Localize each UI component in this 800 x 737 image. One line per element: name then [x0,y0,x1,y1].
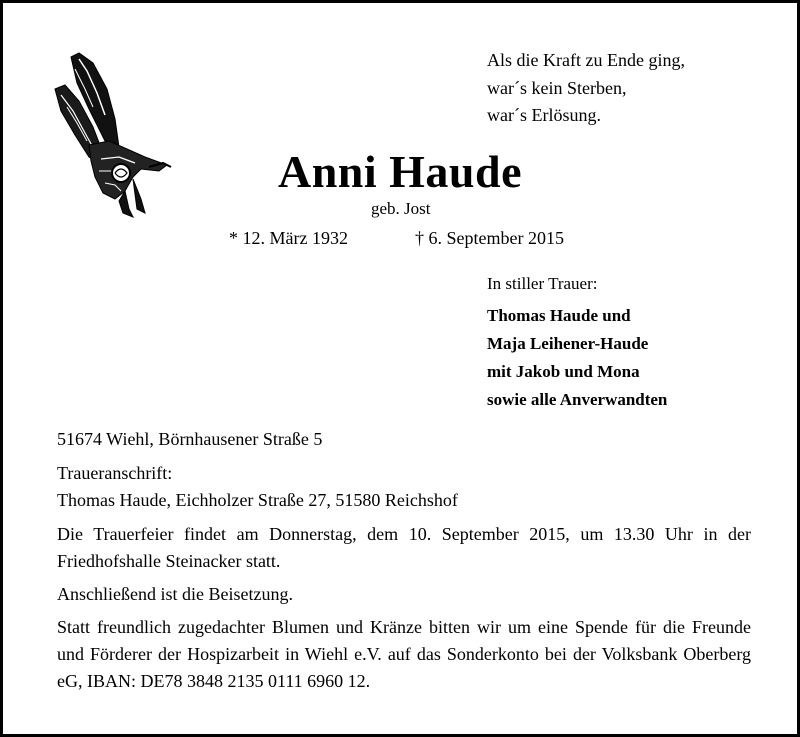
mourners-list [487,302,667,414]
ceremony-info [57,521,751,575]
condolence-label: Traueranschrift: [57,463,173,483]
donation-request [57,614,751,695]
donation-line: und Förderer der Hospizarbeit in Wiehl e.V. auf das Sonderkonto bei der Volksbank Oberberg [57,644,751,664]
death-date: † 6. September 2015 [415,228,564,248]
burial-info [57,581,751,608]
donation-line: eG, IBAN: DE78 3848 2135 0111 6960 12. [57,671,371,691]
residence-address [57,426,751,453]
poem-line: war´s kein Sterben, [487,77,627,98]
deceased-name: Anni Haude [277,146,523,197]
residence-address-text: 51674 Wiehl, Börnhausener Straße 5 [57,429,323,449]
condolence-address-text: Thomas Haude, Eichholzer Straße 27, 51580 Reichshof [57,490,458,510]
condolence-address [57,460,751,514]
mourner-line: Thomas Haude und [487,306,631,325]
mourning-label: In stiller Trauer: [487,274,598,293]
poem-line: war´s Erlösung. [487,105,601,125]
ceremony-line: Die Trauerfeier findet am Donnerstag, dem 10. September 2015, um 13.30 Uhr in der [57,524,751,544]
poem [487,47,685,130]
donation-line: Statt freundlich zugedachter Blumen und Kränze bitten wir um eine Spende für die Freunde [57,617,751,637]
poem-line: Als die Kraft zu Ende ging, [487,50,685,70]
ceremony-line: Friedhofshalle Steinacker statt. [57,551,281,571]
mourner-line: sowie alle Anverwandten [487,390,668,409]
mourner-line: mit Jakob und Mona [487,362,640,381]
birth-date: * 12. März 1932 [229,228,348,248]
maiden-name: geb. Jost [371,199,431,218]
burial-text: Anschließend ist die Beisetzung. [57,584,293,604]
mourner-line: Maja Leihener-Haude [487,334,649,353]
